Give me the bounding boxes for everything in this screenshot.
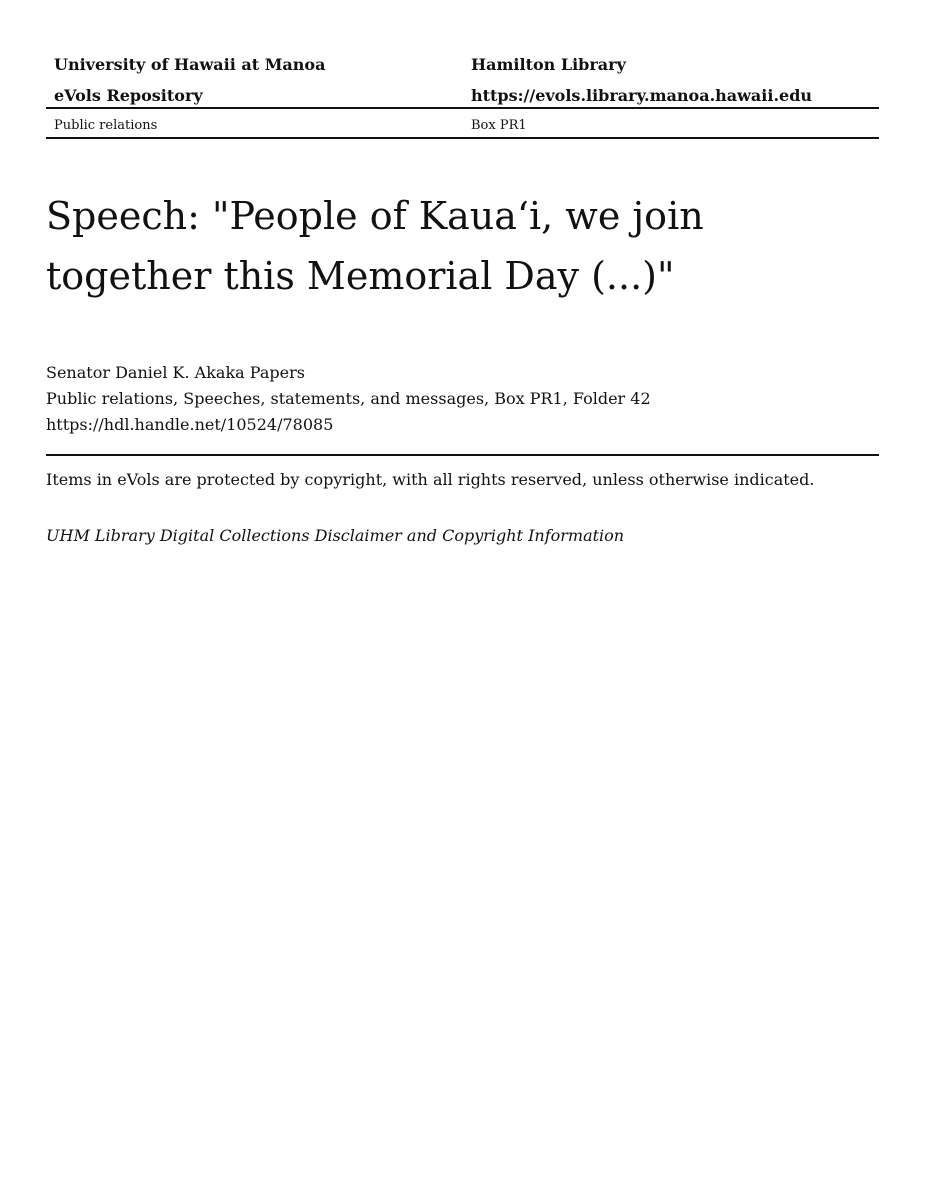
header-divider — [46, 107, 879, 109]
rights-statement: Items in eVols are protected by copyright, with all rights reserved, unless otherwise indicated. — [46, 470, 815, 489]
document-title: Speech: "People of Kaua‘i, we join together this Memorial Day (...)" — [46, 194, 704, 298]
header-row-1 — [46, 52, 879, 83]
institution-name: University of Hawaii at Manoa — [54, 55, 326, 74]
repository-name: eVols Repository — [54, 86, 203, 105]
header-row-2 — [46, 83, 879, 114]
metadata-divider — [46, 454, 879, 456]
header-table — [46, 52, 879, 114]
folder-location: Public relations, Speeches, statements, and messages, Box PR1, Folder 42 — [46, 389, 651, 408]
header-bottom-rule — [46, 137, 879, 139]
repository-url: https://evols.library.manoa.hawaii.edu — [471, 86, 813, 105]
document-metadata — [46, 360, 879, 438]
disclaimer-link[interactable]: UHM Library Digital Collections Disclaimer and Copyright Information — [46, 526, 625, 545]
library-name: Hamilton Library — [471, 55, 626, 74]
box-label: Box PR1 — [471, 118, 527, 133]
handle-link[interactable]: https://hdl.handle.net/10524/78085 — [46, 415, 334, 434]
header-subrow — [46, 115, 879, 137]
series-label: Public relations — [54, 118, 158, 133]
collection-name: Senator Daniel K. Akaka Papers — [46, 363, 305, 382]
